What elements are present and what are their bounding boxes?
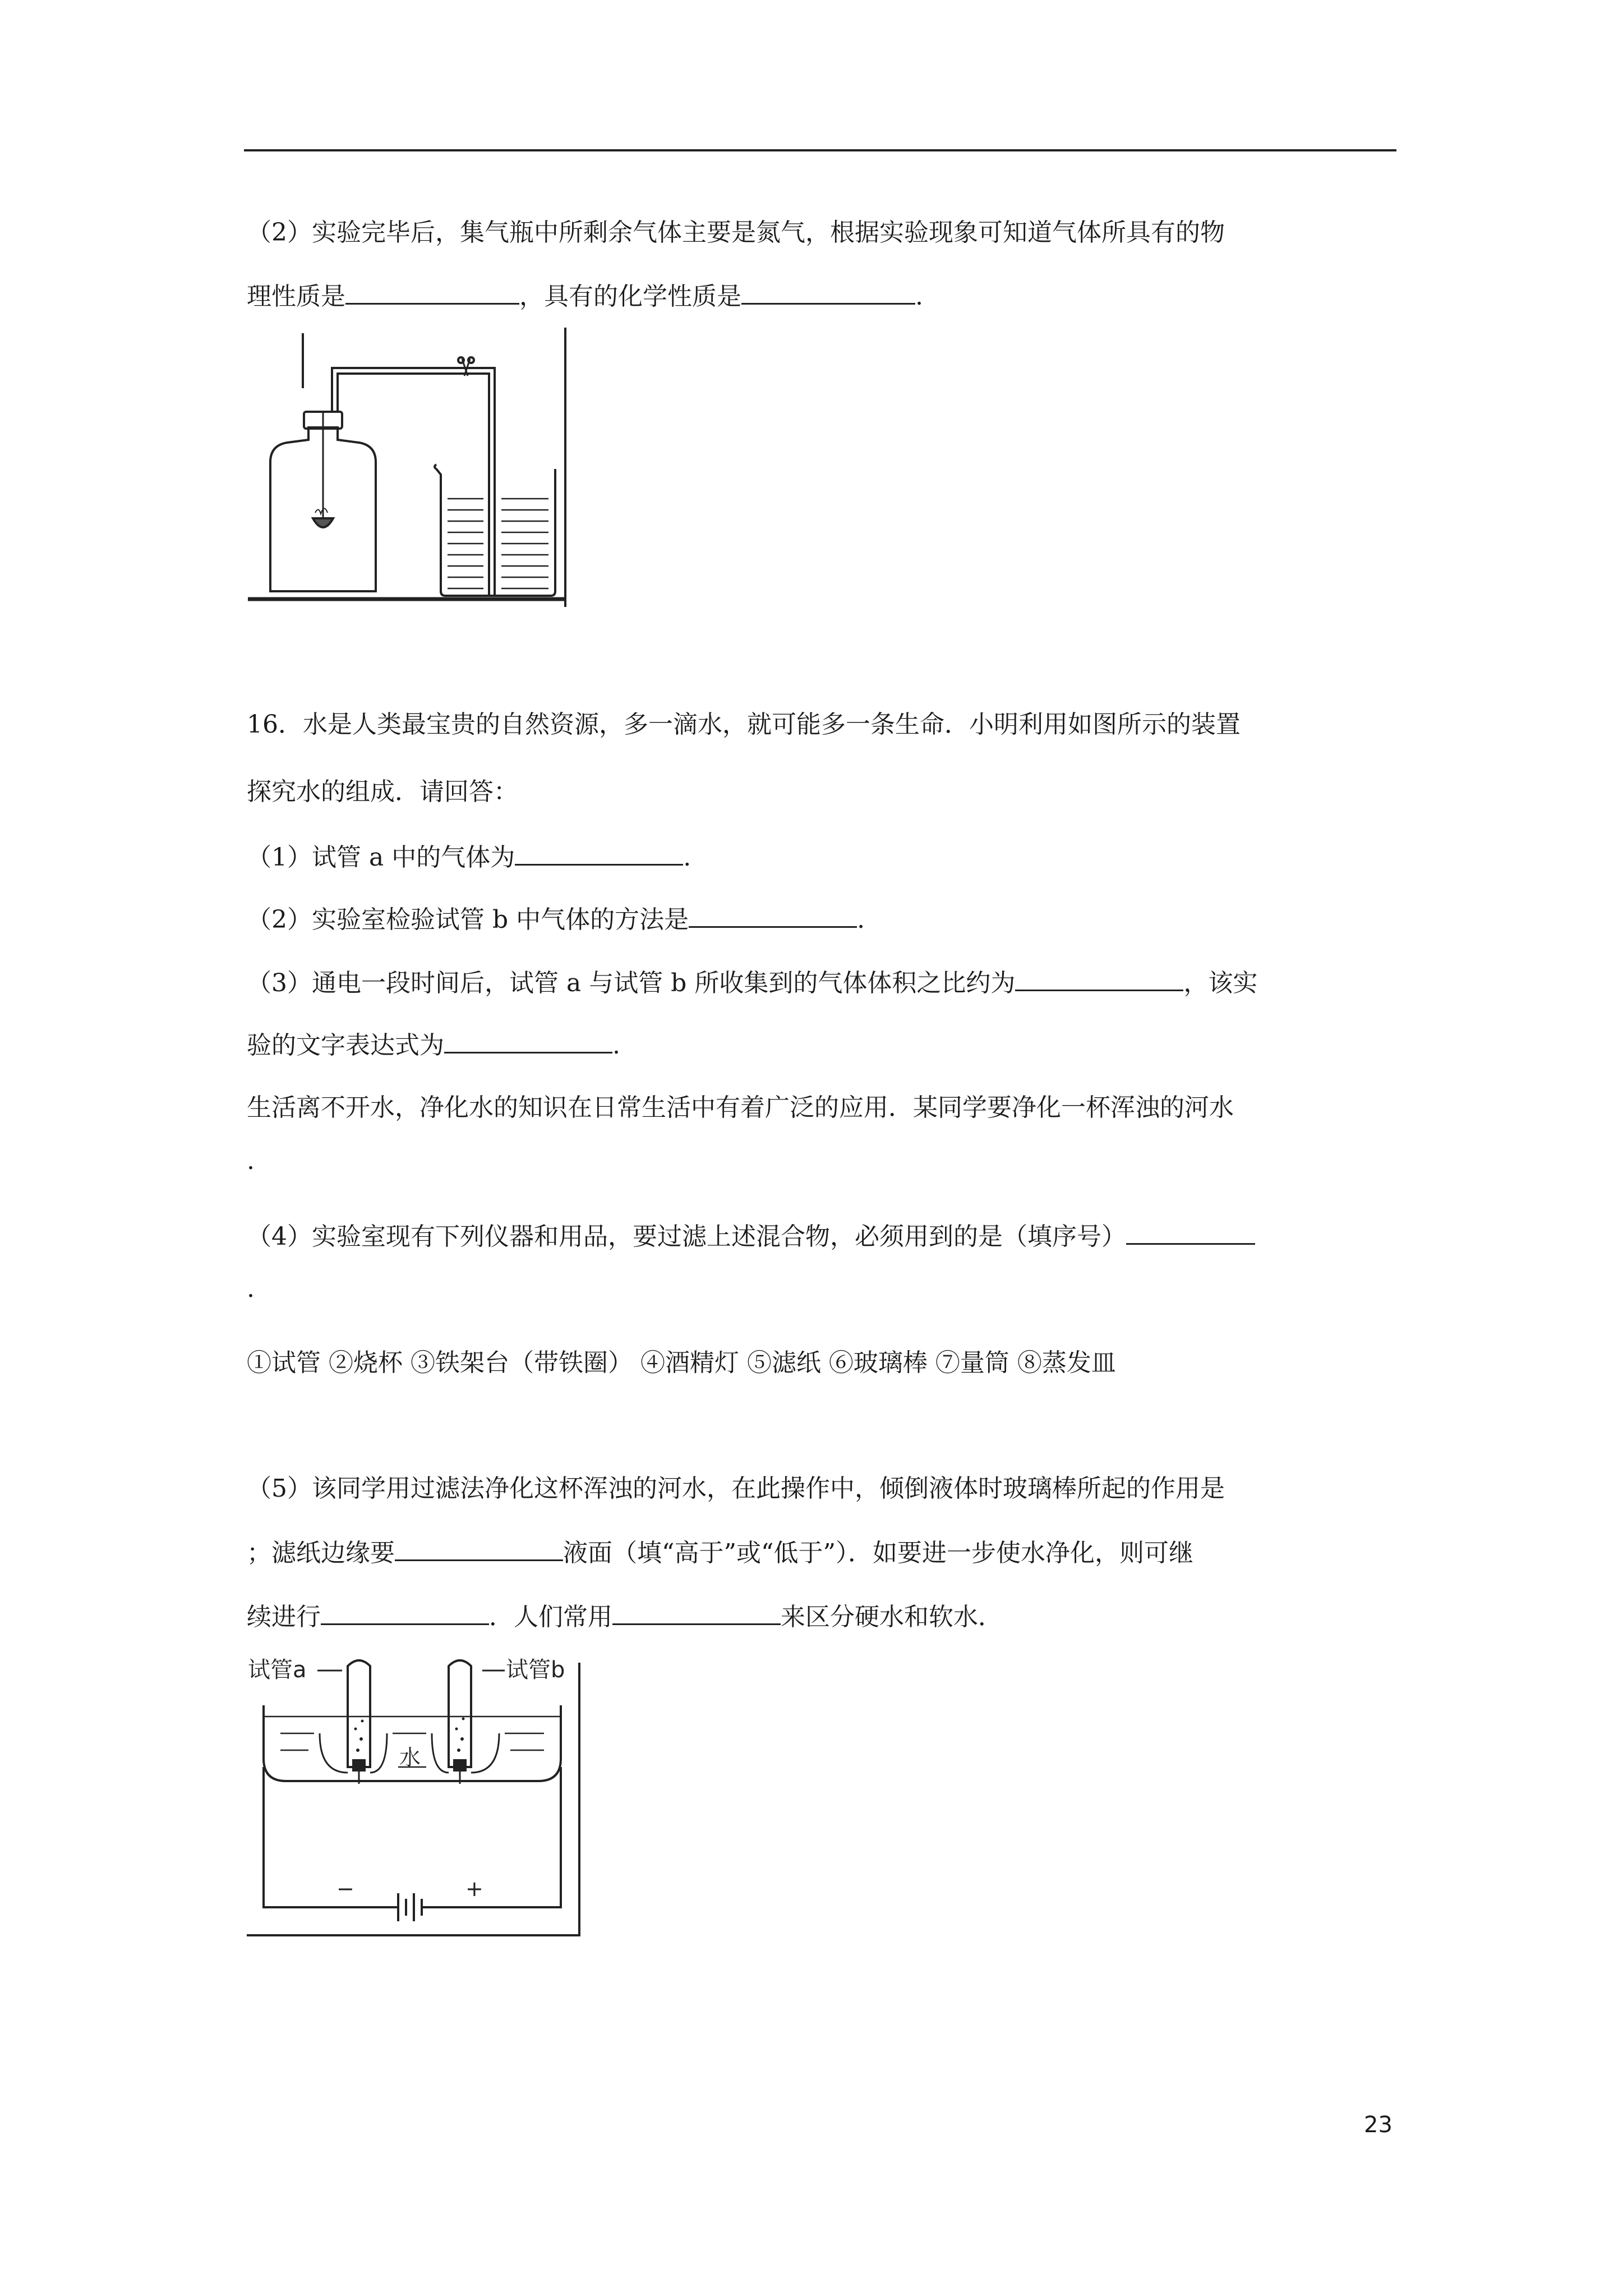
q16-part5-line3: 续进行 ．人们常用 来区分硬水和软水． — [247, 1599, 1003, 1634]
answer-blank[interactable] — [515, 839, 683, 866]
q16-intro-line1: 16．水是人类最宝贵的自然资源，多一滴水，就可能多一条生命．小明利用如图所示的装置 — [247, 710, 1241, 739]
q16-part2: （2）实验室检验试管 b 中气体的方法是 . — [247, 901, 865, 937]
purification-intro-line1: 生活离不开水，净化水的知识在日常生活中有着广泛的应用．某同学要净化一杯浑浊的河水 — [247, 1093, 1234, 1122]
answer-blank[interactable] — [1126, 1218, 1255, 1245]
page-number: 23 — [1364, 2112, 1393, 2138]
purification-intro-line2: . — [247, 1147, 255, 1175]
q15-part2-line1: （2）实验完毕后，集气瓶中所剩余气体主要是氮气，根据实验现象可知道气体所具有的物 — [247, 218, 1225, 247]
q16-part5-line1: （5）该同学用过滤法净化这杯浑浊的河水，在此操作中，倾倒液体时玻璃棒所起的作用是 — [247, 1474, 1225, 1503]
tube-b-label: 试管b — [506, 1657, 565, 1683]
answer-blank[interactable] — [395, 1535, 563, 1561]
answer-blank[interactable] — [612, 1599, 781, 1625]
header-rule — [244, 149, 1396, 151]
water-label: 水 — [399, 1745, 421, 1770]
q16-part1: （1）试管 a 中的气体为 . — [247, 839, 691, 875]
answer-blank[interactable] — [345, 278, 519, 305]
q15-part2-line2: 理性质是 ，具有的化学性质是 . — [247, 278, 923, 314]
tube-a-label: 试管a — [248, 1657, 307, 1683]
q16-part3-line1: （3）通电一段时间后，试管 a 与试管 b 所收集到的气体体积之比约为 ，该实 — [247, 965, 1257, 1000]
gas-collection-apparatus-figure — [248, 328, 569, 608]
q16-part3-line2: 验的文字表达式为 . — [247, 1027, 620, 1062]
q16-part5-line2: ；滤纸边缘要 液面（填“高于”或“低于”）．如要进一步使水净化，则可继 — [247, 1535, 1193, 1570]
instrument-options: ①试管 ②烧杯 ③铁架台（带铁圈） ④酒精灯 ⑤滤纸 ⑥玻璃棒 ⑦量筒 ⑧蒸发皿 — [247, 1349, 1116, 1377]
negative-terminal-label: − — [336, 1876, 354, 1901]
q16-part4-line2: . — [247, 1274, 255, 1303]
q16-part4-line1: （4）实验室现有下列仪器和用品，要过滤上述混合物，必须用到的是（填序号） — [247, 1218, 1255, 1254]
answer-blank[interactable] — [1015, 965, 1183, 991]
answer-blank[interactable] — [444, 1027, 612, 1053]
q16-intro-line2: 探究水的组成．请回答： — [247, 777, 518, 806]
answer-blank[interactable] — [741, 278, 915, 305]
water-electrolysis-figure — [247, 1655, 581, 1938]
positive-terminal-label: + — [465, 1876, 483, 1901]
answer-blank[interactable] — [321, 1599, 489, 1625]
answer-blank[interactable] — [689, 901, 857, 928]
